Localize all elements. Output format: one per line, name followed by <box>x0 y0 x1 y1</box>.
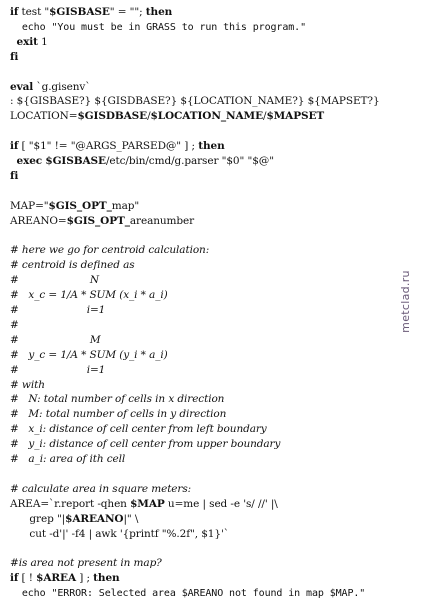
code-line: grep "|$AREANO|" \ <box>10 512 139 525</box>
keyword-token: $GISDBASE <box>77 110 148 123</box>
keyword-token: then <box>198 140 225 153</box>
code-line: MAP="$GIS_OPT_map" <box>10 199 140 212</box>
code-line: echo "You must be in GRASS to run this program." <box>10 21 307 33</box>
keyword-token: if <box>10 6 19 18</box>
keyword-token: exec <box>16 155 43 167</box>
keyword-token: $AREA <box>36 572 76 585</box>
comment-line: # y_i: distance of cell center from upper boundary <box>10 438 281 451</box>
code-line: if test "$GISBASE" = ""; then <box>10 6 173 18</box>
code-line: eval `g.gisenv` <box>10 80 91 93</box>
keyword-token: then <box>93 572 120 585</box>
code-line: if [ "$1" != "@ARGS_PARSED@" ] ; then <box>10 140 225 153</box>
code-line <box>10 170 18 183</box>
comment-line: # <box>10 318 19 331</box>
comment-line: # i=1 <box>10 363 106 376</box>
code-line: AREANO=$GIS_OPT_areanumber <box>10 214 195 227</box>
code-line: AREA=`r.report -qhen $MAP u=me | sed -e 's/ //' |\ <box>10 497 278 510</box>
keyword-token: $GISBASE <box>45 155 106 167</box>
watermark <box>394 268 416 334</box>
keyword-token: if <box>10 572 19 585</box>
comment-line: # y_c = 1/A * SUM (y_i * a_i) <box>10 348 168 361</box>
keyword-token: $AREANO <box>65 512 124 525</box>
code-line: : ${GISBASE?} ${GISDBASE?} ${LOCATION_NAME?} ${MAPSET?} <box>10 95 380 108</box>
keyword-token: fi <box>10 169 19 182</box>
comment-line: # M: total number of cells in y direction <box>10 408 227 421</box>
keyword-token: $MAPSET <box>266 110 325 123</box>
code-line: LOCATION=$GISDBASE/$LOCATION_NAME/$MAPSET <box>10 110 325 123</box>
comment-line: # x_c = 1/A * SUM (x_i * a_i) <box>10 289 168 302</box>
keyword-token: if <box>10 140 19 153</box>
keyword-token: then <box>145 6 173 18</box>
comment-line: # calculate area in square meters: <box>10 482 192 495</box>
keyword-token: $GISBASE <box>49 6 110 18</box>
code-line: echo "ERROR: Selected area $AREANO not found in map $MAP." <box>10 588 366 600</box>
comment-line: # a_i: area of ith cell <box>10 453 126 465</box>
comment-line: # i=1 <box>10 304 106 316</box>
code-line <box>10 51 18 64</box>
keyword-token: $LOCATION_NAME <box>150 110 263 123</box>
keyword-token: eval <box>10 80 34 93</box>
code-line: exit 1 <box>16 35 48 48</box>
comment-line: # with <box>10 378 45 391</box>
keyword-token: fi <box>10 50 19 63</box>
comment-line: # M <box>10 333 101 346</box>
keyword-token: $MAP <box>130 497 165 510</box>
code-line: if [ ! $AREA ] ; then <box>10 572 120 585</box>
comment-line: # x_i: distance of cell center from left boundary <box>10 423 267 436</box>
code-line: cut -d'|' -f4 | awk '{printf "%.2f", $1}'` <box>10 527 229 540</box>
comment-line: # centroid is defined as <box>10 259 135 272</box>
comment-line: # N <box>10 274 100 287</box>
comment-line: #is area not present in map? <box>10 557 162 570</box>
comment-line: # N: total number of cells in x direction <box>10 393 225 406</box>
keyword-token: $GIS_OPT_ <box>48 199 112 212</box>
code-line: exec $GISBASE/etc/bin/cmd/g.parser "$0" "$@" <box>16 155 274 167</box>
keyword-token: exit <box>16 35 38 48</box>
comment-line: # here we go for centroid calculation: <box>10 244 210 257</box>
keyword-token: $GIS_OPT_ <box>66 214 130 227</box>
watermark-text: metclad.ru <box>398 269 412 333</box>
